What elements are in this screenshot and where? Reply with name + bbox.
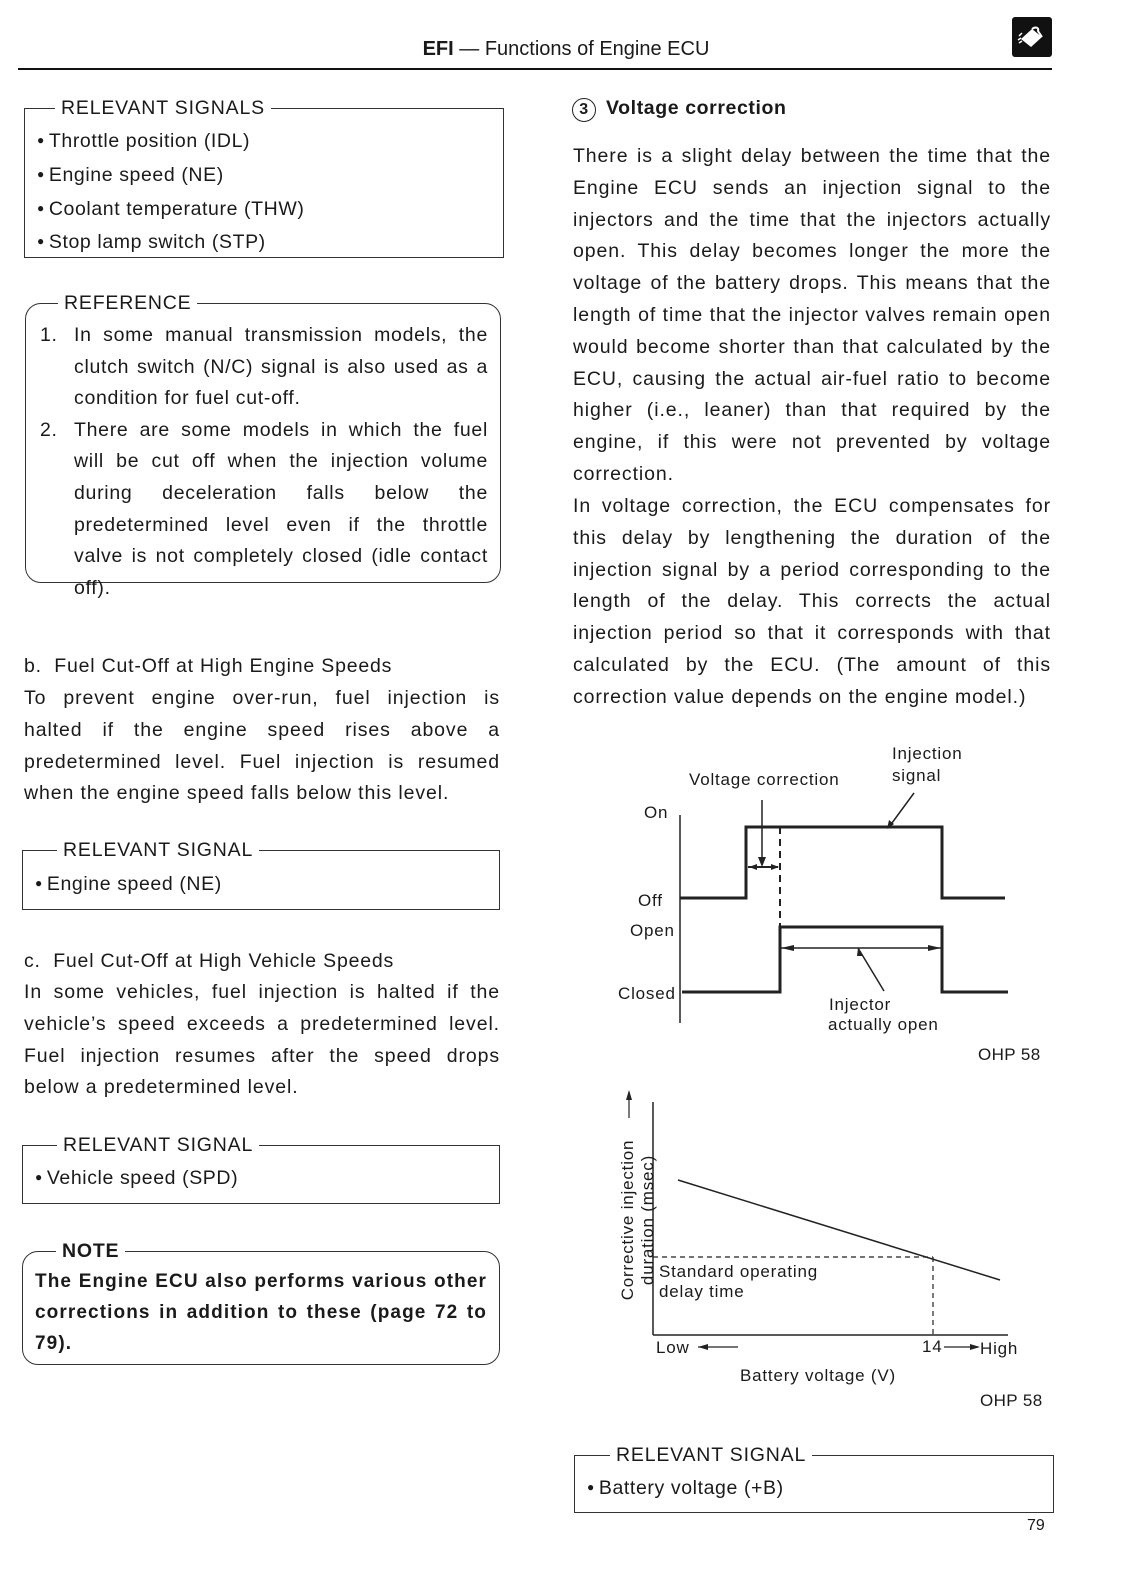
book-icon	[1012, 17, 1052, 57]
reference-item	[40, 320, 488, 415]
section-3-title: Voltage correction	[606, 97, 787, 119]
reference-item-text: In some manual transmission models, the clutch switch (N/C) signal is also used as a condition for fuel cut-off.	[74, 324, 488, 410]
reference-item-text: There are some models in which the fuel will be cut off when the injection volume during deceleration falls below the predetermined level even if the throttle valve is not completely closed (idle contact off).	[74, 418, 488, 599]
relevant-signal-list	[587, 1473, 784, 1507]
graph-ref-ohp: OHP 58	[980, 1391, 1043, 1410]
section-b-body: To prevent engine over-run, fuel injection is halted if the engine speed rises above a predetermined level. Fuel injection is resumed when the engine speed falls below this level.	[24, 687, 500, 805]
relevant-signal-legend: RELEVANT SIGNAL	[57, 838, 259, 862]
section-c-body: In some vehicles, fuel injection is halted if the vehicle’s speed exceeds a predetermined level. Fuel injection resumes after the speed drops below a predetermined level.	[24, 981, 500, 1099]
relevant-signal-vehicle-box	[22, 1134, 500, 1204]
signal-item: ● Engine speed (NE)	[35, 869, 222, 903]
relevant-signals-box	[24, 97, 504, 258]
relevant-signal-legend: RELEVANT SIGNAL	[610, 1443, 812, 1467]
relevant-signal-legend: RELEVANT SIGNAL	[57, 1133, 259, 1157]
graph-y-label-line-2: duration (msec)	[638, 1154, 657, 1286]
graph-y-label	[618, 1120, 658, 1320]
graph-y-label-line-1: Corrective injection	[618, 1139, 637, 1301]
figure-ref-ohp: OHP 58	[978, 1045, 1041, 1064]
signal-item: ● Coolant temperature (THW)	[37, 194, 304, 228]
note-box	[22, 1240, 500, 1365]
voltage-correction-para-2: In voltage correction, the ECU compensates for this delay by lengthening the duration of the injection signal by a period corresponding to the length of the delay. This corrects the actual injection period so that it corresponds with that calculated by the ECU. (The amount of this correction value depends on the engine model.)	[573, 495, 1051, 708]
reference-item-number: 2.	[40, 418, 58, 441]
section-3-heading	[572, 97, 787, 122]
graph-x-title: Battery voltage (V)	[740, 1366, 896, 1385]
label-voltage-correction: Voltage correction	[689, 770, 840, 789]
voltage-correction-para-1: There is a slight delay between the time that the Engine ECU sends an injection signal to the injectors and the time that the injectors actually open. This delay becomes longer the more the voltage of the battery drops. This means that the length of time that the injector valves remain open would become shorter than that calculated by the ECU, causing the actual air-fuel ratio to become higher (i.e., leaner) than that required by the engine, if this were not prevented by voltage correction.	[573, 145, 1051, 485]
label-injector-2: actually open	[828, 1015, 939, 1034]
label-off: Off	[638, 891, 663, 910]
std-delay-label-1: Standard operating	[659, 1262, 819, 1281]
reference-item	[40, 415, 488, 605]
label-closed: Closed	[618, 984, 676, 1003]
note-legend: NOTE	[56, 1239, 125, 1263]
relevant-signal-list	[35, 869, 222, 903]
relevant-signal-battery-box	[574, 1444, 1054, 1513]
signal-item: ● Vehicle speed (SPD)	[35, 1163, 238, 1197]
page-header-title	[0, 38, 1132, 61]
signal-item: ● Throttle position (IDL)	[37, 126, 304, 160]
relevant-signals-legend: RELEVANT SIGNALS	[55, 96, 271, 120]
x-label-high: High	[980, 1339, 1019, 1358]
x-label-low: Low	[656, 1338, 690, 1357]
x-label-14: 14	[922, 1337, 943, 1356]
reference-box	[25, 292, 501, 599]
relevant-signal-list	[35, 1163, 238, 1197]
label-open: Open	[630, 921, 675, 940]
circled-number-3: 3	[572, 98, 596, 122]
relevant-signal-engine-box	[22, 839, 500, 910]
header-title-bold: EFI	[422, 38, 454, 60]
std-delay-label-2: delay time	[659, 1282, 745, 1301]
page-number: 79	[1027, 1517, 1045, 1534]
reference-item-number: 1.	[40, 324, 58, 346]
note-text: The Engine ECU also performs various other corrections in addition to these (page 72 to 79).	[35, 1271, 487, 1354]
header-rule	[18, 68, 1052, 70]
signal-item: ● Engine speed (NE)	[37, 160, 304, 194]
signal-item: ● Stop lamp switch (STP)	[37, 227, 304, 261]
relevant-signals-list	[37, 126, 304, 261]
label-injection-signal-2: signal	[892, 766, 942, 785]
label-injector-1: Injector	[829, 995, 892, 1014]
reference-list	[40, 320, 488, 604]
reference-legend: REFERENCE	[58, 291, 197, 315]
header-title-rest: — Functions of Engine ECU	[453, 38, 710, 60]
voltage-graph	[590, 1080, 1060, 1415]
section-c-heading: c. Fuel Cut-Off at High Vehicle Speeds	[24, 950, 395, 972]
timing-diagram	[600, 735, 1060, 1065]
label-injection-signal-1: Injection	[892, 744, 963, 763]
label-on: On	[644, 803, 669, 822]
section-b-heading: b. Fuel Cut-Off at High Engine Speeds	[24, 655, 393, 677]
signal-item: ● Battery voltage (+B)	[587, 1473, 784, 1507]
